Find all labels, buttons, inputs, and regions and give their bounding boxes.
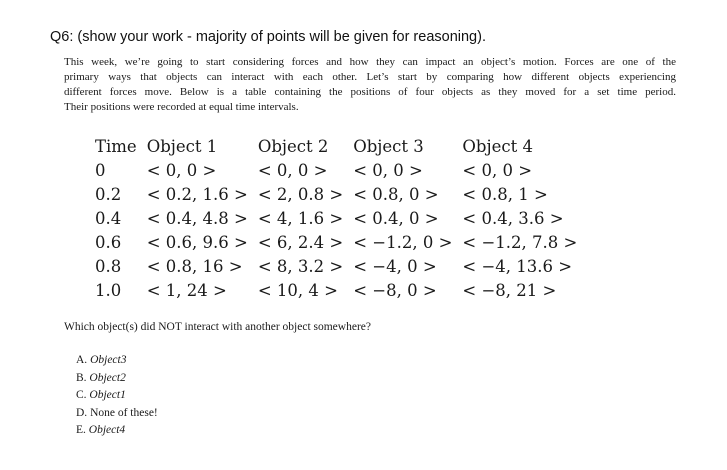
cell-object-1: < 0.2, 1.6 > xyxy=(146,185,248,204)
choice-text: None of these! xyxy=(90,406,158,419)
cell-object-1: < 0.8, 16 > xyxy=(146,257,243,276)
answer-choices xyxy=(76,352,158,440)
question-text: Which object(s) did NOT interact with another object somewhere? xyxy=(64,321,371,333)
intro-line: This week, we’re going to start considering forces and how they can impact an object’s motion. Forces are one of the xyxy=(64,56,676,68)
choice-text: Object3 xyxy=(90,354,127,366)
cell-time: 0.8 xyxy=(95,257,122,276)
cell-object-1: < 0, 0 > xyxy=(146,161,217,180)
choice-a[interactable] xyxy=(76,352,158,370)
choice-text: Object4 xyxy=(88,424,126,436)
table-row xyxy=(95,255,587,279)
header-object-2: Object 2 xyxy=(257,137,329,156)
choice-d[interactable] xyxy=(76,405,158,423)
cell-object-2: < 8, 3.2 > xyxy=(257,257,344,276)
cell-object-2: < 2, 0.8 > xyxy=(257,185,344,204)
header-time: Time xyxy=(95,137,137,156)
header-object-1: Object 1 xyxy=(146,137,218,156)
cell-object-3: < −8, 0 > xyxy=(353,281,437,300)
header-object-3: Object 3 xyxy=(353,137,424,156)
choice-letter: D. xyxy=(76,406,88,419)
cell-object-2: < 4, 1.6 > xyxy=(257,209,344,228)
cell-time: 0.2 xyxy=(95,185,122,204)
intro-paragraph xyxy=(64,55,676,115)
cell-object-4: < 0.8, 1 > xyxy=(462,185,548,204)
cell-object-1: < 0.6, 9.6 > xyxy=(146,233,248,252)
positions-table xyxy=(95,135,587,303)
cell-time: 0 xyxy=(95,161,106,180)
choice-text: Object2 xyxy=(89,371,126,384)
choice-e[interactable] xyxy=(76,422,158,440)
cell-time: 0.4 xyxy=(95,209,122,228)
choice-letter: C. xyxy=(76,389,87,401)
choice-text: Object1 xyxy=(89,389,126,401)
table-row xyxy=(95,183,587,207)
choice-letter: B. xyxy=(76,371,87,384)
cell-object-3: < 0, 0 > xyxy=(353,161,423,180)
cell-object-4: < 0, 0 > xyxy=(462,161,533,180)
cell-object-3: < −4, 0 > xyxy=(353,257,437,276)
choice-c[interactable] xyxy=(76,387,158,405)
cell-object-4: < −1.2, 7.8 > xyxy=(462,233,578,252)
cell-object-4: < −8, 21 > xyxy=(462,281,557,300)
table-header-row xyxy=(95,135,587,159)
choice-letter: A. xyxy=(76,354,88,366)
cell-object-1: < 1, 24 > xyxy=(146,281,227,300)
cell-object-3: < 0.4, 0 > xyxy=(353,209,439,228)
cell-object-2: < 6, 2.4 > xyxy=(257,233,344,252)
intro-line: Their positions were recorded at equal time intervals. xyxy=(64,101,299,113)
table-row xyxy=(95,159,587,183)
header-object-4: Object 4 xyxy=(462,137,533,156)
choice-letter: E. xyxy=(76,424,86,436)
table-row xyxy=(95,279,587,303)
cell-object-4: < −4, 13.6 > xyxy=(462,257,573,276)
cell-object-4: < 0.4, 3.6 > xyxy=(462,209,564,228)
cell-time: 0.6 xyxy=(95,233,122,252)
question-heading: Q6: (show your work - majority of points will be given for reasoning). xyxy=(50,29,486,45)
intro-line: different forces move. Below is a table containing the positions of four objects as they moved for a set time period. xyxy=(64,86,676,98)
cell-object-3: < 0.8, 0 > xyxy=(353,185,439,204)
table-row xyxy=(95,207,587,231)
intro-line: primary ways that objects can interact with each other. Let’s start by comparing how different objects experiencing xyxy=(64,71,676,83)
table-row xyxy=(95,231,587,255)
cell-time: 1.0 xyxy=(95,281,122,300)
cell-object-2: < 10, 4 > xyxy=(257,281,338,300)
choice-b[interactable] xyxy=(76,370,158,388)
cell-object-3: < −1.2, 0 > xyxy=(353,233,453,252)
cell-object-2: < 0, 0 > xyxy=(257,161,328,180)
cell-object-1: < 0.4, 4.8 > xyxy=(146,209,248,228)
